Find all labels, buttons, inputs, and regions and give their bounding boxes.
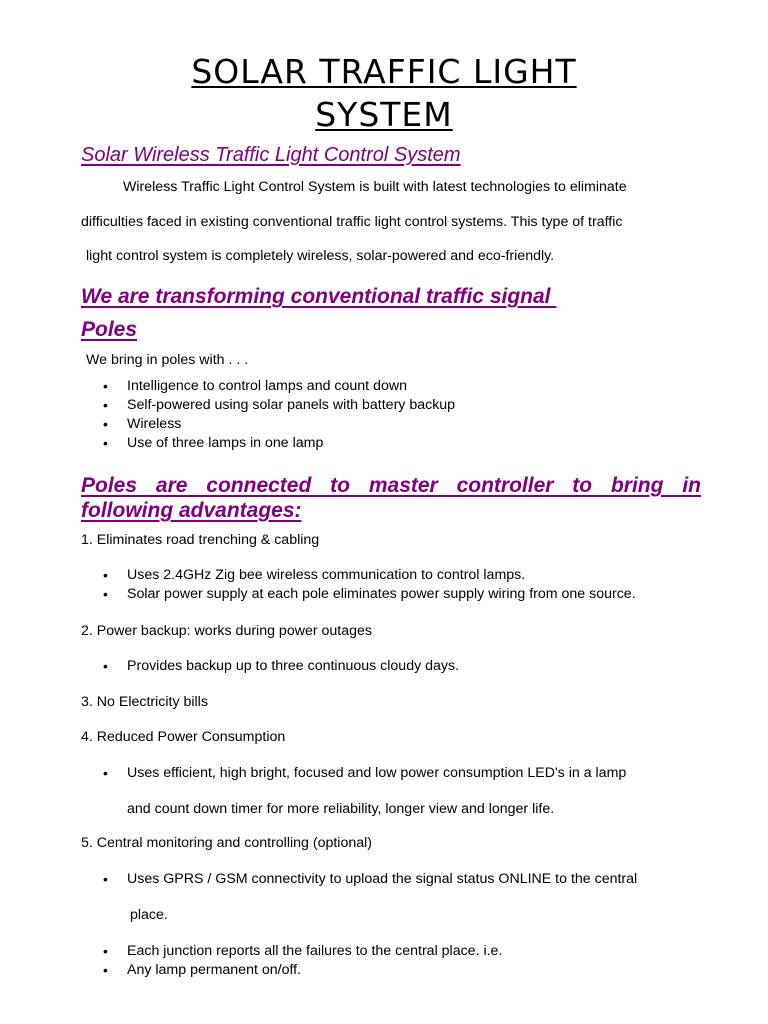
numbered-item-1: 1. Eliminates road trenching & cabling: [81, 532, 320, 548]
section-heading-master-controller: Poles are connected to master controller to bring in: [81, 474, 701, 497]
bullet-icon: •: [103, 962, 108, 978]
title-line-2: SYSTEM: [315, 95, 453, 134]
list-item: Solar power supply at each pole eliminates power supply wiring from one source.: [127, 586, 636, 602]
list-item-continuation: place.: [130, 907, 168, 923]
bullet-icon: •: [103, 871, 108, 887]
bullet-icon: •: [103, 586, 108, 602]
list-item-continuation: and count down timer for more reliability, longer view and longer life.: [127, 801, 555, 817]
list-item: Self-powered using solar panels with battery backup: [127, 397, 456, 413]
bullet-icon: •: [103, 435, 108, 451]
list-item: Uses GPRS / GSM connectivity to upload the signal status ONLINE to the central: [127, 871, 638, 887]
section-heading-transforming: We are transforming conventional traffic signal: [81, 285, 557, 308]
numbered-item-5: 5. Central monitoring and controlling (optional): [81, 835, 373, 851]
list-item: Use of three lamps in one lamp: [127, 435, 324, 451]
list-item: Each junction reports all the failures to the central place. i.e.: [127, 943, 503, 959]
intro-text: We bring in poles with . . .: [86, 352, 249, 368]
section-heading-solar-wireless: Solar Wireless Traffic Light Control System: [81, 144, 461, 166]
list-item: Intelligence to control lamps and count down: [127, 378, 407, 394]
paragraph-line: difficulties faced in existing conventional traffic light control systems. This type of traffic: [81, 214, 623, 230]
bullet-icon: •: [103, 943, 108, 959]
section-heading-advantages: following advantages:: [81, 499, 302, 522]
numbered-item-2: 2. Power backup: works during power outages: [81, 623, 373, 639]
paragraph-line: light control system is completely wireless, solar-powered and eco-friendly.: [86, 248, 555, 264]
bullet-icon: •: [103, 765, 108, 781]
numbered-item-4: 4. Reduced Power Consumption: [81, 729, 286, 745]
list-item: Provides backup up to three continuous cloudy days.: [127, 658, 460, 674]
bullet-icon: •: [103, 378, 108, 394]
page-title-line-2: [0, 93, 768, 136]
list-item: Uses 2.4GHz Zig bee wireless communication to control lamps.: [127, 567, 526, 583]
list-item: Uses efficient, high bright, focused and low power consumption LED's in a lamp: [127, 765, 627, 781]
paragraph-line: Wireless Traffic Light Control System is built with latest technologies to eliminate: [123, 179, 627, 195]
bullet-icon: •: [103, 658, 108, 674]
title-line-1: SOLAR TRAFFIC LIGHT: [191, 52, 577, 91]
bullet-icon: •: [103, 567, 108, 583]
page-title: [0, 50, 768, 93]
list-item: Wireless: [127, 416, 182, 432]
section-heading-poles: Poles: [81, 318, 138, 341]
bullet-icon: •: [103, 397, 108, 413]
bullet-icon: •: [103, 416, 108, 432]
list-item: Any lamp permanent on/off.: [127, 962, 302, 978]
numbered-item-3: 3. No Electricity bills: [81, 694, 208, 710]
